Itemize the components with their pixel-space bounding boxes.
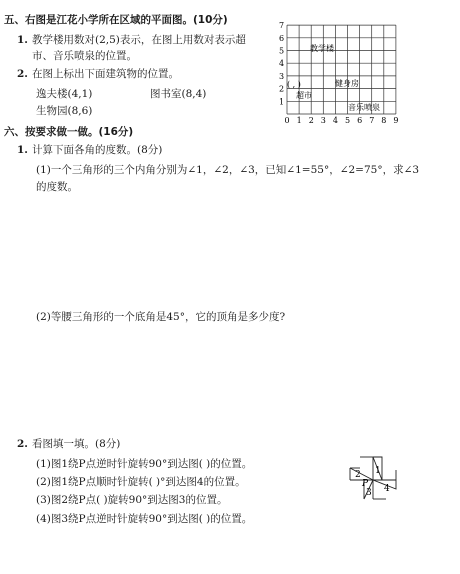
sec6-q1-part2: (2)等腰三角形的一个底角是45°，它的顶角是多少度? xyxy=(36,311,286,323)
sec6-q1-part1-line2: 的度数。 xyxy=(36,181,78,193)
grid-label-market: 超市 xyxy=(296,91,312,100)
sec6-q1-text: 计算下面各角的度数。(8分) xyxy=(32,144,163,156)
y-tick-label: 5 xyxy=(279,46,285,56)
grid-label-fountain: 音乐喷泉 xyxy=(348,103,380,112)
section5-title: 五、右图是江花小学所在区域的平面图。(10分) xyxy=(4,14,228,26)
x-tick-label: 0 xyxy=(284,116,290,125)
x-tick-label: 9 xyxy=(393,116,399,125)
rotation-q4: (4)图3绕P点逆时针旋转90°到达图( )的位置。 xyxy=(36,513,253,525)
rotation-q1: (1)图1绕P点逆时针旋转90°到达图( )的位置。 xyxy=(36,458,253,470)
figure-label-2: 2 xyxy=(355,470,361,480)
grid-label-teaching: 教学楼 xyxy=(310,44,334,53)
building-library: 图书室(8,4) xyxy=(150,88,207,100)
y-tick-label: 1 xyxy=(279,97,285,107)
q1-text-line2: 市、音乐喷泉的位置。 xyxy=(32,50,137,62)
rotation-q3: (3)图2绕P点( )旋转90°到达图3的位置。 xyxy=(36,494,228,506)
x-tick-label: 5 xyxy=(345,116,351,125)
grid-label-paren: ( , ) xyxy=(287,80,301,89)
y-tick-label: 3 xyxy=(279,71,285,81)
figure-label-1: 1 xyxy=(375,466,381,476)
grid-label-gym: 健身房 xyxy=(335,79,359,88)
building-yifu: 逸夫楼(4,1) xyxy=(36,88,93,100)
sec6-q2-text: 看图填一填。(8分) xyxy=(32,438,121,450)
x-tick-label: 1 xyxy=(296,116,302,125)
figure-label-4: 4 xyxy=(384,484,390,494)
x-tick-label: 6 xyxy=(357,116,363,125)
q2-number: 2. xyxy=(17,68,28,80)
x-tick-label: 7 xyxy=(369,116,375,125)
y-tick-label: 7 xyxy=(279,21,285,31)
building-bio-garden: 生物园(8,6) xyxy=(36,105,93,117)
y-tick-label: 6 xyxy=(279,33,285,43)
y-tick-label: 2 xyxy=(279,84,285,94)
y-tick-label: 4 xyxy=(279,59,285,69)
q1-text-line1: 教学楼用数对(2,5)表示，在图上用数对表示超 xyxy=(32,34,246,46)
x-tick-label: 2 xyxy=(308,116,314,125)
x-tick-label: 8 xyxy=(381,116,387,125)
figure-label-p: P xyxy=(362,479,369,489)
figure-label-3: 3 xyxy=(366,488,372,498)
x-tick-label: 4 xyxy=(332,116,338,125)
sec6-q1-part1-line1: (1)一个三角形的三个内角分别为∠1，∠2，∠3，已知∠1=55°，∠2=75°，求∠3 xyxy=(36,164,420,176)
sec6-q1-number: 1. xyxy=(17,144,28,156)
q2-text: 在图上标出下面建筑物的位置。 xyxy=(32,68,179,80)
sec6-q2-number: 2. xyxy=(17,438,28,450)
rotation-q2: (2)图1绕P点顺时针旋转( )°到达图4的位置。 xyxy=(36,476,246,488)
section6-title: 六、按要求做一做。(16分) xyxy=(4,126,134,138)
q1-number: 1. xyxy=(17,34,28,46)
x-tick-label: 3 xyxy=(320,116,326,125)
